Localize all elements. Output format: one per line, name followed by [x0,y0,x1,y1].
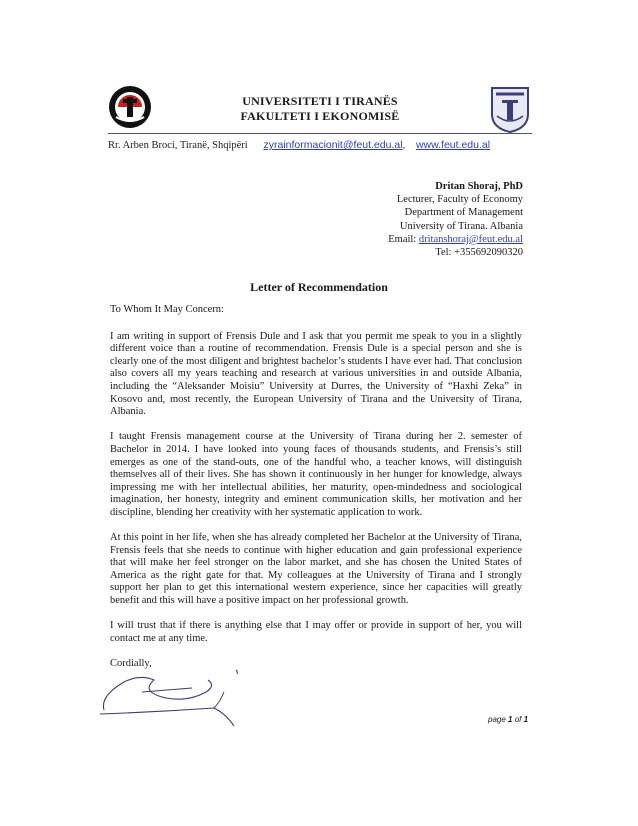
sender-tel: Tel: +355692090320 [435,247,523,259]
closing: Cordially, [110,658,152,670]
page-of: of [512,715,524,724]
sender-email-label: Email: [388,233,419,245]
faculty-crest-icon [488,84,532,134]
page-total: 1 [523,715,529,724]
page-number [488,715,528,724]
page-current: 1 [508,715,513,724]
sender-email-link[interactable]: dritanshoraj@feut.edu.al [418,233,523,245]
handwritten-signature [96,662,246,732]
sender-email-line [388,233,523,246]
email-link[interactable]: zyrainformacionit@feut.edu.al [263,139,403,151]
address: Rr. Arben Broci, Tiranë, Shqipëri [108,140,248,151]
university-line-1: UNIVERSITETI I TIRANËS [242,94,398,108]
paragraph-3: At this point in her life, when she has already completed her Bachelor at the University of Tirana, Frensis feels that she needs to continue with higher education and gain professional experience that will make her feel stronger on the labor market, and she has chosen the United States of America as the right gate for that. My colleagues at the University of Tirana and I strongly support her plan to get this international western experience, since her capacities will greatly benefit and this will have a positive impact on her professional growth. [110,532,522,607]
header-divider [108,133,532,134]
paragraph-1: I am writing in support of Frensis Dule and I ask that you permit me speak to you in a slightly different voice than a routine of recommendation. Frensis Dule is a special person and she is clearly one of the most diligent and brightest bachelor’s students I have ever had. That conclusion also covers all my years teaching and research at various universities in and outside Albania, including the “Aleksander Moisiu” University at Durres, the University of “Haxhi Zeka” in Kosovo and, most recently, the European University of Tirana and the University of Tirana, Albania. [110,330,522,418]
sender-line-1: Lecturer, Faculty of Economy [396,194,523,206]
sender-line-2: Department of Management [404,207,523,219]
university-line-2: FAKULTETI I EKONOMISË [240,109,400,123]
letter-title: Letter of Recommendation [250,280,388,294]
university-name [160,94,480,124]
contact-line [108,139,538,151]
paragraph-4: I will trust that if there is anything else that I may offer or provide in support of her, you will contact me at any time. [110,620,522,644]
paragraph-2: I taught Frensis management course at the University of Tirana during her 2. semester of Bachelor in 2014. I have looked into young faces of thousands students, and Frensis’s still emerges as one of the stand-outs, one of the handful who, a teacher knows, will distinguish themselves all of their lives. She has shown it continuously in her hunger for knowledge, always impressing me with her intellectual abilities, her maturity, open-mindedness and sociological imagination, her honesty, integrity and eminent communication skills, her motivation and her discipline, blending her creativity with her systematic application to work. [110,431,522,518]
sender-name: Dritan Shoraj, PhD [435,181,523,192]
separator: , [402,139,406,151]
greeting: To Whom It May Concern: [110,304,224,315]
letter-body [110,304,522,683]
sender-block [388,180,523,259]
university-logo-icon [108,85,152,129]
sender-line-3: University of Tirana. Albania [399,220,523,232]
website-link[interactable]: www.feut.edu.al [415,139,491,151]
page-prefix: page [488,715,509,724]
